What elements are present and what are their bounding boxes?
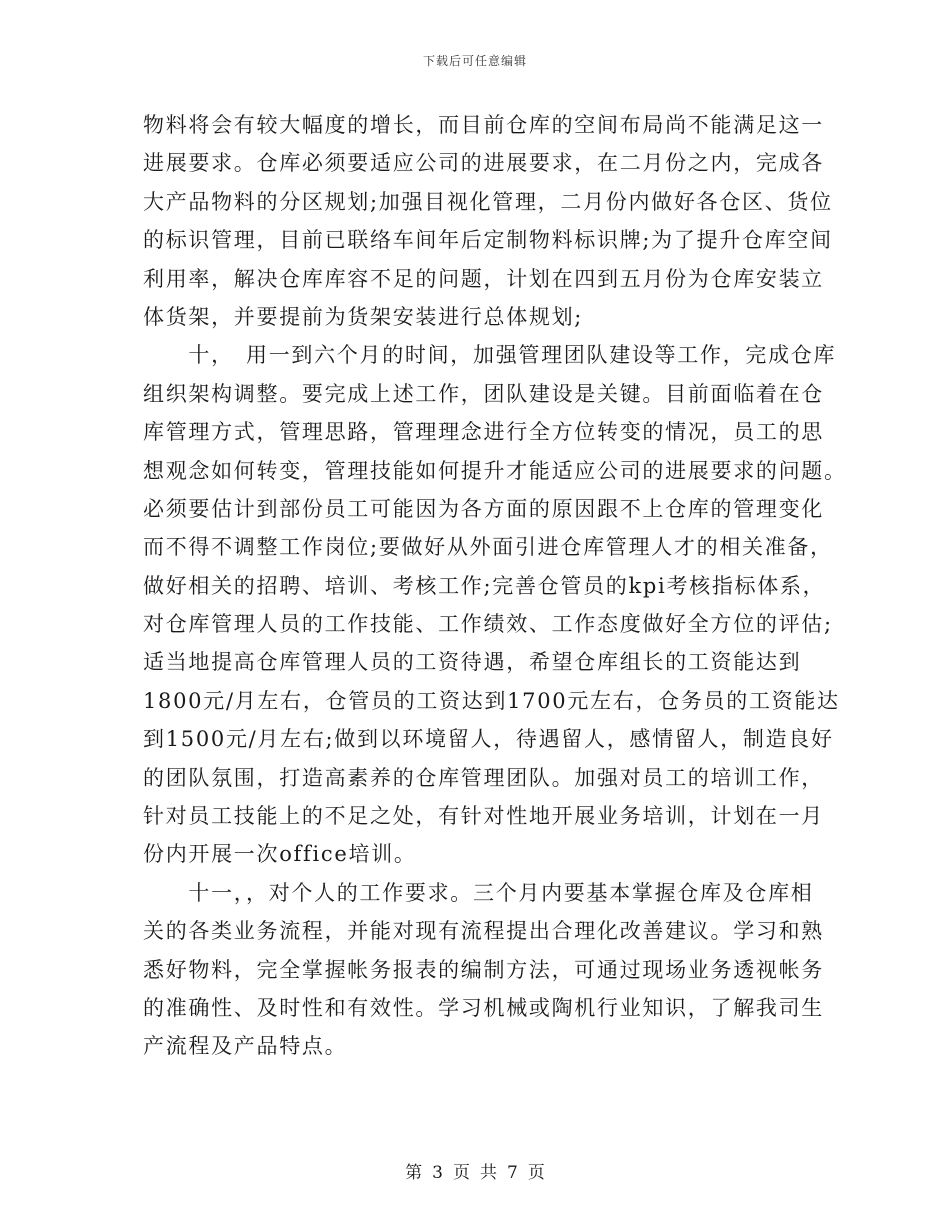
text-line: 而不得不调整工作岗位;要做好从外面引进仓库管理人才的相关准备， (143, 535, 833, 560)
text-line: 1800元/月左右，仓管员的工资达到1700元左右，仓务员的工资能达 (143, 688, 840, 713)
text-line: 进展要求。仓库必须要适应公司的进展要求，在二月份之内，完成各 (143, 151, 824, 176)
text-line: 到1500元/月左右;做到以环境留人，待遇留人，感情留人，制造良好 (143, 727, 834, 752)
text-line: 十， 用一到六个月的时间，加强管理团队建设等工作，完成仓库 (143, 343, 837, 368)
text-line: 体货架，并要提前为货架安装进行总体规划; (143, 304, 584, 329)
page-label-prefix: 第 (405, 1163, 423, 1183)
text-line: 的团队氛围，打造高素养的仓库管理团队。加强对员工的培训工作， (143, 765, 824, 790)
text-line: 关的各类业务流程，并能对现有流程提出合理化改善建议。学习和熟 (143, 919, 824, 944)
total-label: 共 (480, 1163, 497, 1183)
text-line: 产流程及产品特点。 (143, 1034, 348, 1059)
total-pages-number: 7 (507, 1163, 518, 1183)
text-line: 对仓库管理人员的工作技能、工作绩效、工作态度做好全方位的评估; (143, 612, 833, 637)
text-line: 库管理方式，管理思路，管理理念进行全方位转变的情况，员工的思 (143, 420, 824, 445)
page-header: 下载后可任意编辑 (422, 54, 527, 68)
page-footer (0, 1158, 950, 1183)
text-line: 大产品物料的分区规划;加强目视化管理，二月份内做好各仓区、货位 (143, 189, 833, 214)
page-label-suffix: 页 (527, 1163, 545, 1183)
text-line: 物料将会有较大幅度的增长，而目前仓库的空间布局尚不能满足这一 (143, 113, 824, 137)
text-line: 的准确性、及时性和有效性。学习机械或陶机行业知识，了解我司生 (143, 995, 824, 1020)
page-label-mid: 页 (453, 1163, 470, 1183)
text-line: 组织架构调整。要完成上述工作，团队建设是关键。目前面临着在仓 (143, 381, 824, 406)
text-line: 利用率，解决仓库库容不足的问题，计划在四到五月份为仓库安装立 (143, 266, 824, 291)
text-line: 适当地提高仓库管理人员的工资待遇，希望仓库组长的工资能达到 (143, 650, 802, 675)
text-line: 做好相关的招聘、培训、考核工作;完善仓管员的kpi考核指标体系， (143, 573, 826, 598)
text-line: 悉好物料，完全掌握帐务报表的编制方法，可通过现场业务透视帐务 (143, 957, 824, 982)
current-page-number: 3 (432, 1163, 443, 1183)
text-line: 想观念如何转变，管理技能如何提升才能适应公司的进展要求的问题。 (143, 458, 847, 483)
text-line: 十一，，对个人的工作要求。三个月内要基本掌握仓库及仓库相 (143, 880, 814, 905)
text-line: 的标识管理，目前已联络车间年后定制物料标识牌;为了提升仓库空间 (143, 228, 833, 253)
text-line: 必须要估计到部份员工可能因为各方面的原因跟不上仓库的管理变化 (143, 496, 824, 521)
text-line: 针对员工技能上的不足之处，有针对性地开展业务培训，计划在一月 (143, 804, 824, 829)
document-body (143, 106, 847, 1066)
text-line: 份内开展一次office培训。 (143, 842, 417, 867)
